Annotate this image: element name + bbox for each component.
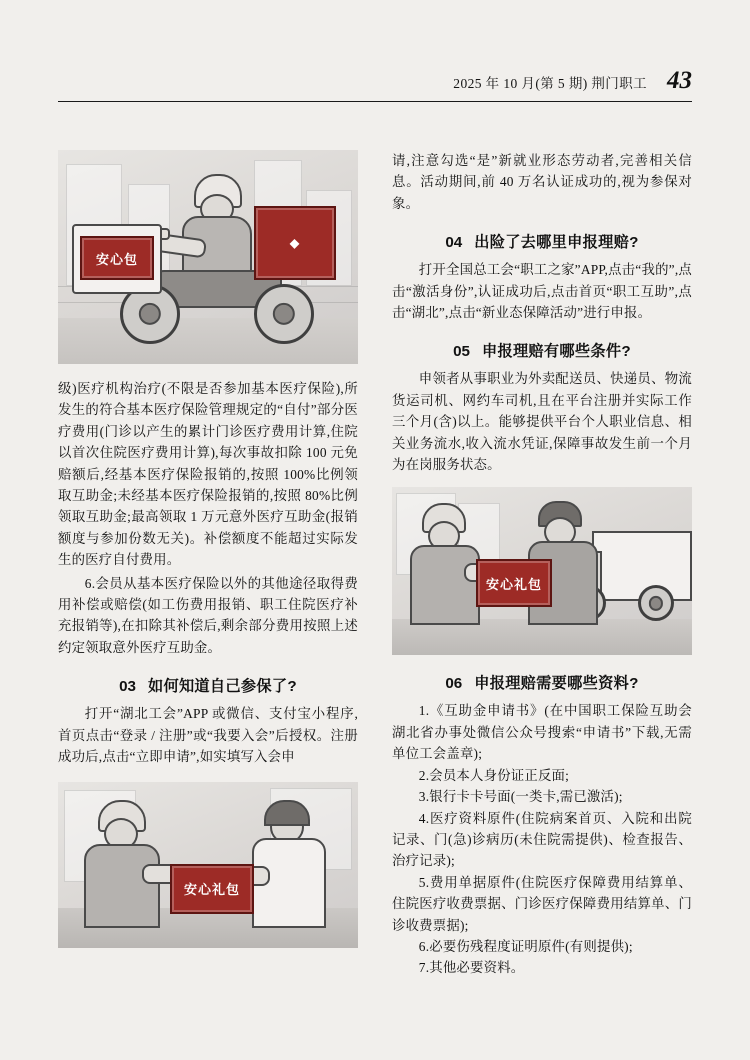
section-06-title: 申报理赔需要哪些资料? <box>474 675 639 693</box>
section-05-heading <box>392 340 692 361</box>
rider-and-staff-counter-illustration <box>58 782 358 948</box>
handover-gift-box-label: 安心礼包 <box>183 882 240 897</box>
section-03-heading <box>58 675 358 696</box>
scooter-rear-wheel <box>254 284 314 344</box>
left-paragraph-2: 6.会员从基本医疗保险以外的其他途径取得费用补偿或赔偿(如工伤费用报销、职工住院医疗补充报销等),在扣除其补偿后,剩余部分费用按照上述约定领取意外医疗互助金。 <box>58 575 358 655</box>
delivery-rider-scooter-illustration <box>58 150 358 364</box>
left-paragraph-1: 级)医疗机构治疗(不限是否参加基本医疗保险),所发生的符合基本医疗保险管理规定的“自付”部分医疗费用(门诊以产生的累计门诊医疗费用计算,住院以首次住院医疗费用计算),每次事故扣除 100 元免赔额后,经基本医疗保险报销的,按照 100%比例领取互助金;未经基本医疗保险报销的,按照 80%比例领取互助金;最高领取 1 万元意外医疗互助金(报销额度与参加份数无关)。补偿额度不能超过实际发生的医疗自付费用。 <box>58 381 358 568</box>
right-paragraph-2: 打开全国总工会“职工之家”APP,点击“我的”,点击“激活身份”,认证成功后,点击首页“职工互助”,点击“湖北”,点击“新业态保障活动”进行申报。 <box>392 262 692 321</box>
front-gift-box-label: 安心包 <box>95 251 138 267</box>
truck-rear-wheel <box>638 585 674 621</box>
left-paragraph-3: 打开“湖北工会”APP 或微信、支付宝小程序,首页点击“登录 / 注册”或“我要入会”后授权。注册成功后,点击“立即申请”,如实填写入会申 <box>58 706 358 765</box>
section-03-number: 03 <box>119 678 136 696</box>
rear-delivery-box <box>254 206 336 280</box>
left-column <box>58 150 358 1026</box>
right-paragraph-1: 请,注意勾选“是”新就业形态劳动者,完善相关信息。活动期间,前 40 万名认证成功的,视为参保对象。 <box>392 153 692 211</box>
gift-box-exchange <box>476 559 552 607</box>
right-paragraph-3: 申领者从事职业为外卖配送员、快递员、物流货运司机、网约车司机,且在平台注册并实际工作三个月(含)以上。能够提供平台个人职业信息、相关业务流水,收入流水凭证,保障事故发生前一个月为在岗服务状态。 <box>392 371 692 473</box>
resource-item-2: 2.会员本人身份证正反面; <box>418 767 570 783</box>
resource-item-3: 3.银行卡卡号面(一类卡,需已激活); <box>418 789 623 805</box>
rider3-body <box>410 545 480 625</box>
section-04-heading <box>392 231 692 252</box>
gift-box-exchange-label: 安心礼包 <box>485 576 542 592</box>
section-03-title: 如何知道自己参保了? <box>147 678 297 696</box>
section-04-number: 04 <box>445 234 463 252</box>
resource-item-7: 7.其他必要资料。 <box>418 960 525 976</box>
article-columns <box>58 150 692 1026</box>
resource-item-5: 5.费用单据原件(住院医疗保障费用结算单、住院医疗收费票据、门诊医疗保障费用结算单、门诊收费票据); <box>392 874 692 933</box>
section-06-number: 06 <box>445 675 463 693</box>
section-04-title: 出险了去哪里申报理赔? <box>474 234 639 252</box>
resource-item-1: 1.《互助金申请书》(在中国职工保险互助会湖北省办事处微信公众号搜索“申请书”下载,无需单位工会盖章); <box>392 703 692 762</box>
rear-box-logo: ◆ <box>289 236 301 250</box>
rider2-body <box>84 844 160 928</box>
issue-info: 2025 年 10 月(第 5 期) 荆门职工 <box>453 76 647 91</box>
page-header <box>58 68 692 112</box>
section-06-heading <box>392 672 692 693</box>
section-05-title: 申报理赔有哪些条件? <box>481 343 631 361</box>
page-number: 43 <box>667 67 692 94</box>
handover-gift-box <box>170 864 254 914</box>
resource-item-4: 4.医疗资料原件(住院病案首页、入院和出院记录、门(急)诊病历(未住院需提供)、检查报告、治疗记录); <box>392 810 692 869</box>
ground-shadow <box>58 318 358 364</box>
two-riders-gift-truck-illustration <box>392 487 692 655</box>
section-05-number: 05 <box>453 343 470 361</box>
right-column <box>392 150 692 1026</box>
front-gift-box <box>80 236 154 280</box>
resource-item-6: 6.必要伤残程度证明原件(有则提供); <box>418 938 633 954</box>
